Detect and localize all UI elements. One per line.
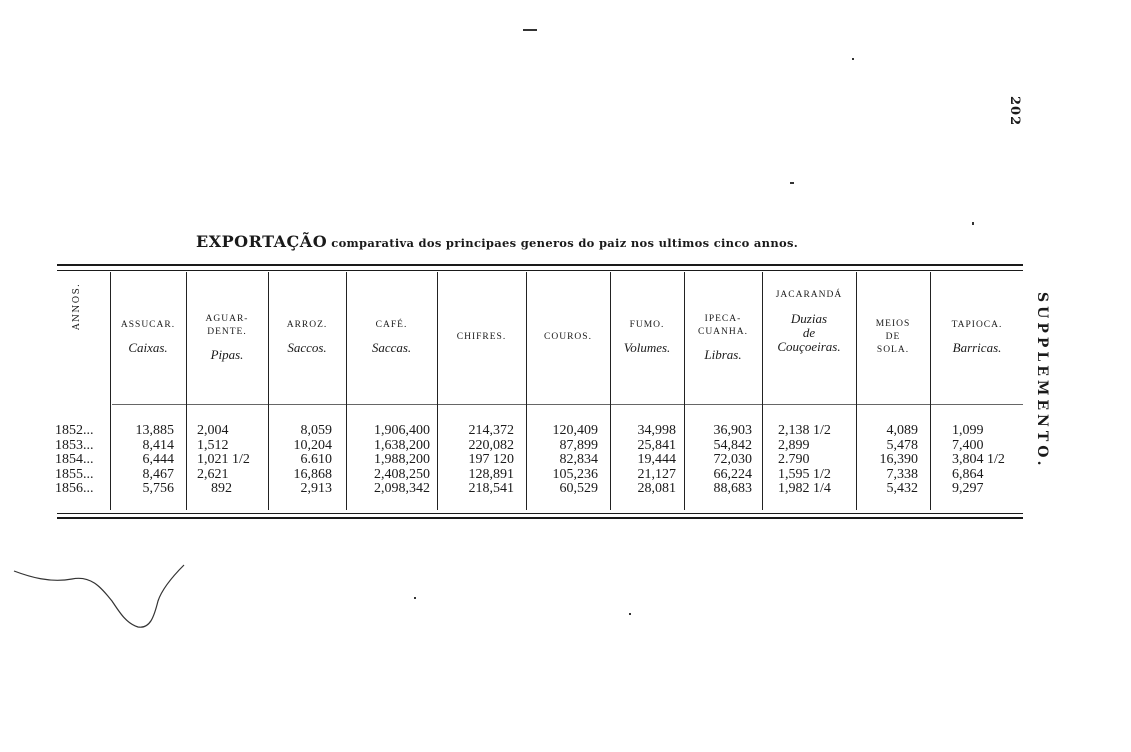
column-divider (346, 272, 347, 510)
year-cell: 1856... (55, 481, 94, 496)
table-cell: 7,338 (886, 466, 918, 482)
tapioca-column (952, 424, 1005, 497)
column-name: MEIOS DE SOLA. (875, 319, 911, 355)
table-cell: 2,899 (778, 437, 810, 453)
scan-speck (972, 222, 974, 225)
column-divider (856, 272, 857, 510)
table-cell: 10,204 (293, 437, 332, 453)
arroz-column (272, 424, 332, 497)
table-cell: 2,138 1/2 (778, 423, 831, 438)
table-cell: 87,899 (559, 437, 598, 453)
table-cell: 4,089 (886, 423, 918, 438)
fumo-column (614, 424, 676, 497)
column-unit: Caixas. (128, 340, 168, 355)
table-cell: 1,021 1/2 (197, 452, 250, 467)
table-cell: 72,030 (713, 452, 752, 467)
column-name: IPECA- CUANHA. (697, 313, 748, 337)
table-cell: 197 120 (468, 452, 514, 467)
table-cell: 16,390 (879, 452, 918, 467)
table-cell: 214,372 (468, 423, 514, 438)
table-cell: 82,834 (559, 452, 598, 467)
table-cell: 54,842 (713, 437, 752, 453)
column-name: CHIFRES. (456, 332, 507, 342)
aguardente-column (197, 424, 250, 497)
column-name: JACARANDÁ (775, 290, 843, 300)
table-title-lead: EXPORTAÇÃO (196, 232, 328, 251)
table-cell: 66,224 (713, 466, 752, 482)
table-cell: 25,841 (637, 437, 676, 453)
column-divider (186, 272, 187, 510)
table-cell: 2,408,250 (374, 466, 430, 482)
column-unit: Libras. (704, 346, 742, 362)
table-cell: 105,236 (552, 466, 598, 482)
column-header-arroz (270, 285, 344, 390)
table-cell: 1,099 (952, 423, 984, 438)
table-title-rest: comparativa dos principaes generos do paiz nos ultimos cinco annos. (331, 236, 799, 250)
running-head: SUPPLEMENTO. (1034, 292, 1050, 470)
column-divider (268, 272, 269, 510)
table-cell: 1,512 (197, 437, 229, 453)
table-cell: 1,595 1/2 (778, 466, 831, 482)
jacaranda-column (778, 424, 831, 497)
table-cell: 2.790 (778, 452, 810, 467)
column-name: CAFÉ. (375, 320, 408, 330)
column-name: TAPIOCA. (951, 320, 1003, 330)
table-cell: 2,913 (300, 481, 332, 496)
table-cell: 34,998 (637, 423, 676, 438)
table-title (196, 232, 798, 251)
table-cell: 2,004 (197, 423, 229, 438)
table-cell: 8,467 (142, 466, 174, 482)
column-name: COUROS. (544, 332, 592, 342)
column-divider (526, 272, 527, 510)
column-divider (684, 272, 685, 510)
column-header-cafe (348, 285, 435, 390)
scan-speck (790, 182, 794, 184)
table-cell: 28,081 (637, 481, 676, 496)
couros-column (530, 424, 598, 497)
scan-speck (852, 58, 854, 60)
column-divider (437, 272, 438, 510)
column-name: ASSUCAR. (120, 320, 176, 330)
table-cell: 8,414 (142, 437, 174, 453)
bottom-rule-thin (57, 513, 1023, 514)
cafe-column (350, 424, 430, 497)
page-number: 202 (1007, 96, 1022, 127)
column-divider (762, 272, 763, 510)
column-header-assucar (112, 285, 184, 390)
table-cell: 6.610 (300, 452, 332, 467)
table-cell: 21,127 (637, 466, 676, 482)
column-unit: Pipas. (210, 346, 244, 362)
table-cell: 60,529 (559, 481, 598, 496)
header-rule (112, 404, 1023, 405)
table-cell: 8,059 (300, 423, 332, 438)
year-cell: 1853... (55, 437, 94, 453)
column-header-fumo (612, 285, 682, 390)
table-cell: 2,098,342 (374, 481, 430, 496)
table-cell: 1,988,200 (374, 452, 430, 467)
column-name: AGUAR- DENTE. (205, 313, 249, 337)
table-cell: 128,891 (468, 466, 514, 482)
table-cell: 5,478 (886, 437, 918, 453)
years-column (55, 424, 94, 497)
table-cell: 6,444 (142, 452, 174, 467)
column-divider (610, 272, 611, 510)
table-cell: 13,885 (135, 423, 174, 438)
table-cell: 220,082 (468, 437, 514, 453)
column-header-couros (528, 285, 608, 390)
year-cell: 1855... (55, 466, 94, 482)
top-rule-thin (57, 270, 1023, 271)
column-name: FUMO. (629, 320, 665, 330)
table-cell: 7,400 (952, 437, 984, 453)
table-cell: 5,756 (142, 481, 174, 496)
year-cell: 1852... (55, 423, 94, 438)
scan-speck (629, 613, 631, 615)
margin-scrawl (0, 555, 200, 635)
assucar-column (116, 424, 174, 497)
meios-de-sola-column (862, 424, 918, 497)
table-cell: 3,804 1/2 (952, 452, 1005, 467)
table-cell: 1,982 1/4 (778, 481, 831, 496)
scan-speck (414, 597, 416, 599)
column-name: ARROZ. (286, 320, 328, 330)
column-header-tapioca (932, 285, 1022, 390)
years-header: ANNOS. (72, 282, 82, 330)
table-cell: 1,638,200 (374, 437, 430, 453)
column-unit: Barricas. (952, 340, 1002, 355)
column-unit: Duzias de Couçoeiras. (777, 311, 841, 354)
table-cell: 88,683 (713, 481, 752, 496)
bottom-rule-thick (57, 517, 1023, 519)
top-rule-thick (57, 264, 1023, 266)
column-unit: Saccas. (371, 340, 412, 355)
table-cell: 9,297 (952, 481, 984, 496)
table-cell: 16,868 (293, 466, 332, 482)
column-unit: Volumes. (623, 340, 671, 355)
scan-speck (523, 29, 537, 31)
table-cell: 1,906,400 (374, 423, 430, 438)
table-cell: 19,444 (637, 452, 676, 467)
column-divider (930, 272, 931, 510)
column-header-meios-de-sola (858, 285, 928, 390)
column-header-jacaranda (764, 285, 854, 394)
column-divider (110, 272, 111, 510)
ipecacuanha-column (690, 424, 752, 497)
table-cell: 892 (211, 481, 232, 496)
column-header-chifres (439, 285, 524, 390)
table-cell: 120,409 (552, 423, 598, 438)
column-header-aguardente (188, 285, 266, 390)
table-cell: 36,903 (713, 423, 752, 438)
table-cell: 218,541 (468, 481, 514, 496)
table-cell: 2,621 (197, 466, 229, 482)
chifres-column (442, 424, 514, 497)
table-cell: 6,864 (952, 466, 984, 482)
year-cell: 1854... (55, 452, 94, 467)
table-cell: 5,432 (886, 481, 918, 496)
column-header-ipecacuanha (686, 285, 760, 390)
column-unit: Saccos. (287, 340, 327, 355)
